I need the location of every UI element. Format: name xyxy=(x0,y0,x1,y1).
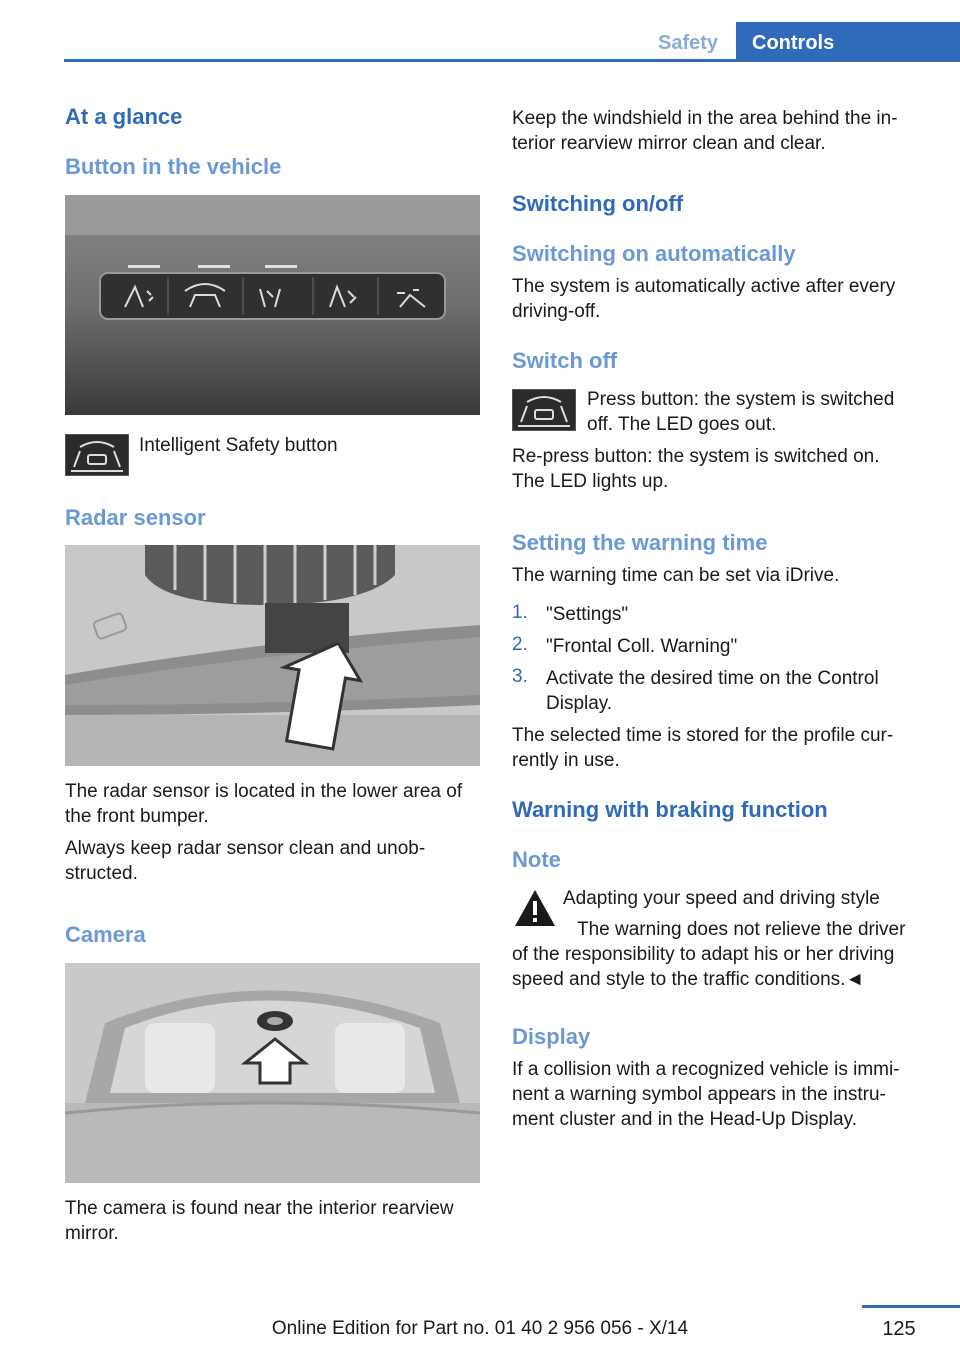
radar-text-line2: the front bumper. xyxy=(65,806,209,827)
intelligent-safety-icon xyxy=(65,434,129,476)
note-line1: The warning does not relieve the driver xyxy=(577,919,906,940)
windshield-line2: terior rearview mirror clean and clear. xyxy=(512,133,826,154)
display-line1: If a collision with a recognized vehicle is immi- xyxy=(512,1059,900,1080)
warning-time-text: The warning time can be set via iDrive. xyxy=(512,565,840,586)
heading-setting-warning-time: Setting the warning time xyxy=(512,530,768,555)
windshield-line1: Keep the windshield in the area behind the in- xyxy=(512,108,898,129)
radar-text-line1: The radar sensor is located in the lower area of xyxy=(65,781,463,802)
radar-sensor-image xyxy=(65,545,480,766)
auto-line1: The system is automatically active after every xyxy=(512,276,896,297)
edition-note: Online Edition for Part no. 01 40 2 956 056 - X/14 xyxy=(271,1318,689,1339)
stored-line2: rently in use. xyxy=(512,750,620,771)
camera-text-line2: mirror. xyxy=(65,1223,119,1244)
step-text: Activate the desired time on the Control xyxy=(546,668,879,689)
step-number: 3. xyxy=(512,666,528,687)
tab-controls[interactable]: Controls xyxy=(736,22,960,62)
display-line2: nent a warning symbol appears in the instru- xyxy=(512,1084,886,1105)
repress-line1: Re-press button: the system is switched on. xyxy=(512,446,880,467)
header-rule xyxy=(64,59,960,62)
heading-switching-on-automatically: Switching on automatically xyxy=(512,241,796,266)
button-panel-image xyxy=(65,195,480,415)
switch-off-line1: Press button: the system is switched xyxy=(587,389,895,410)
note-line2: of the responsibility to adapt his or her driving xyxy=(512,944,895,965)
heading-camera: Camera xyxy=(65,922,146,947)
heading-warning-braking: Warning with braking function xyxy=(512,797,828,822)
heading-switching-on-off: Switching on/off xyxy=(512,191,684,216)
footer-rule xyxy=(862,1305,960,1308)
radar-clean-line1: Always keep radar sensor clean and unob- xyxy=(65,838,426,859)
heading-note: Note xyxy=(512,847,561,872)
radar-clean-line2: structed. xyxy=(65,863,138,884)
note-title: Adapting your speed and driving style xyxy=(563,888,880,909)
camera-image xyxy=(65,963,480,1183)
note-line3: speed and style to the traffic conditions.◄ xyxy=(512,969,865,990)
step-text: "Settings" xyxy=(546,604,629,625)
step-text-continued: Display. xyxy=(546,693,613,714)
heading-button-in-vehicle: Button in the vehicle xyxy=(65,154,282,179)
page-number: 125 xyxy=(882,1318,916,1340)
repress-line2: The LED lights up. xyxy=(512,471,669,492)
tab-safety[interactable]: Safety xyxy=(657,32,719,54)
step-number: 1. xyxy=(512,602,528,623)
switch-off-line2: off. The LED goes out. xyxy=(587,414,777,435)
heading-switch-off: Switch off xyxy=(512,348,618,373)
step-number: 2. xyxy=(512,634,528,655)
step-text: "Frontal Coll. Warning" xyxy=(546,636,738,657)
camera-text-line1: The camera is found near the interior rearview xyxy=(65,1198,454,1219)
warning-triangle-icon xyxy=(512,886,558,932)
heading-at-a-glance: At a glance xyxy=(65,104,183,129)
intelligent-safety-icon xyxy=(512,389,576,431)
stored-line1: The selected time is stored for the profile cur- xyxy=(512,725,894,746)
icon-caption: Intelligent Safety button xyxy=(139,435,338,456)
heading-display: Display xyxy=(512,1024,591,1049)
display-line3: ment cluster and in the Head-Up Display. xyxy=(512,1109,857,1130)
heading-radar-sensor: Radar sensor xyxy=(65,505,206,530)
auto-line2: driving-off. xyxy=(512,301,601,322)
